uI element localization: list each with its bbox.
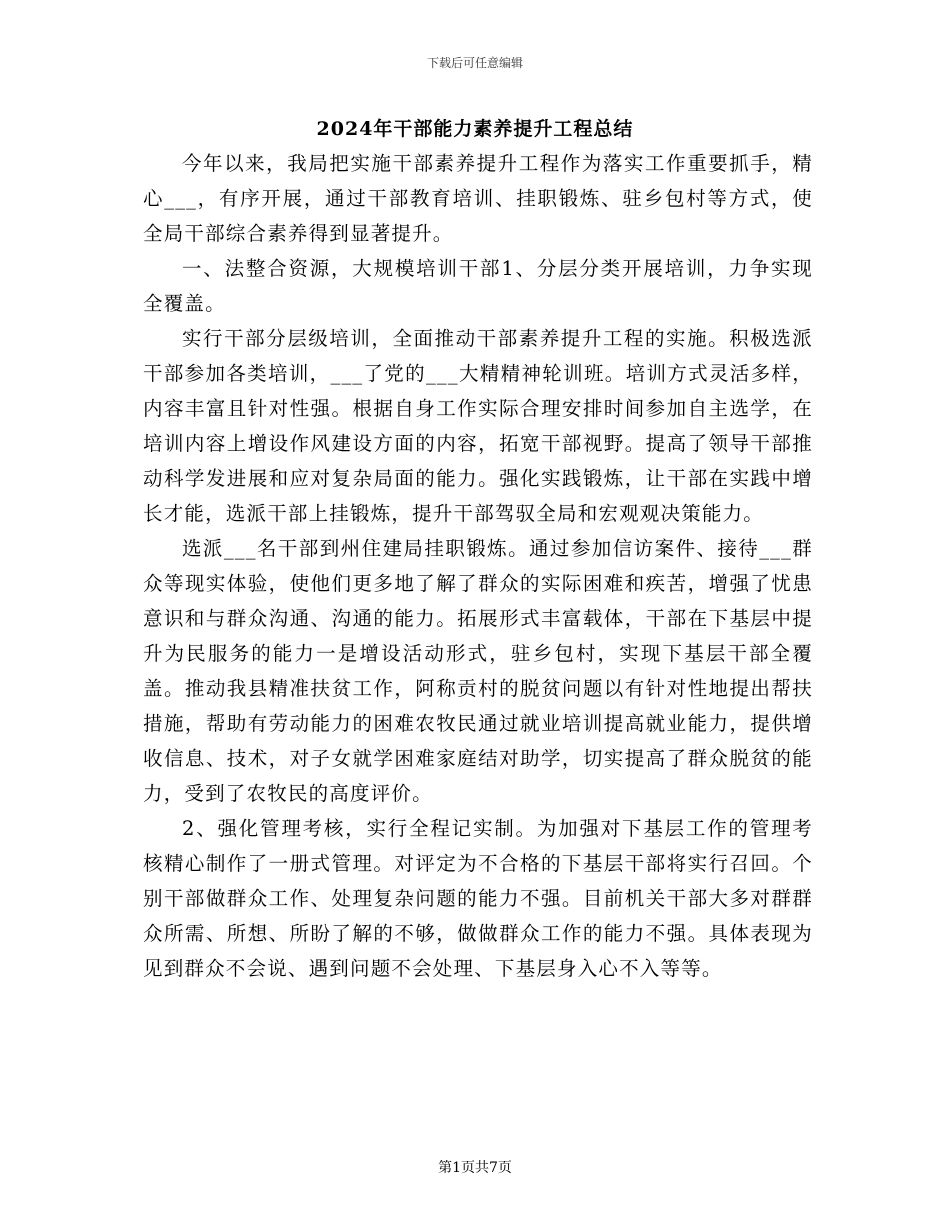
paragraph-training: 实行干部分层级培训，全面推动干部素养提升工程的实施。积极选派干部参加各类培训，___了党的___大精精神轮训班。培训方式灵活多样，内容丰富且针对性强。根据自身工作实际合理安排时间参加自主选学，在培训内容上增设作风建设方面的内容，拓宽干部视野。提高了领导干部推动科学发进展和应对复杂局面的能力。强化实践锻炼，让干部在实践中增长才能，选派干部上挂锻炼，提升干部驾驭全局和宏观观决策能力。 [143,327,813,525]
paragraph-management: 2、强化管理考核，实行全程记实制。为加强对下基层工作的管理考核精心制作了一册式管理。对评定为不合格的下基层干部将实行召回。个别干部做群众工作、处理复杂问题的能力不强。目前机关干部大多对群群众所需、所想、所盼了解的不够，做做群众工作的能力不强。具体表现为见到群众不会说、遇到问题不会处理、下基层身入心不入等等。 [143,817,813,980]
page-number: 第1页共7页 [438,1160,512,1176]
paragraph-section-one: 一、法整合资源，大规模培训干部1、分层分类开展培训，力争实现全覆盖。 [143,257,813,315]
header-note: 下载后可任意编辑 [426,56,523,70]
document-title: 2024年干部能力素养提升工程总结 [316,118,634,140]
paragraph-intro: 今年以来，我局把实施干部素养提升工程作为落实工作重要抓手，精心___，有序开展，通过干部教育培训、挂职锻炼、驻乡包村等方式，使全局干部综合素养得到显著提升。 [143,152,813,245]
document-body [143,146,813,986]
paragraph-secondment: 选派___名干部到州住建局挂职锻炼。通过参加信访案件、接待___群众等现实体验，使他们更多地了解了群众的实际困难和疾苦，增强了忧患意识和与群众沟通、沟通的能力。拓展形式丰富载体，干部在下基层中提升为民服务的能力一是增设活动形式，驻乡包村，实现下基层干部全覆盖。推动我县精准扶贫工作，阿称贡村的脱贫问题以有针对性地提出帮扶措施，帮助有劳动能力的困难农牧民通过就业培训提高就业能力，提供增收信息、技术，对子女就学困难家庭结对助学，切实提高了群众脱贫的能力，受到了农牧民的高度评价。 [143,537,813,805]
